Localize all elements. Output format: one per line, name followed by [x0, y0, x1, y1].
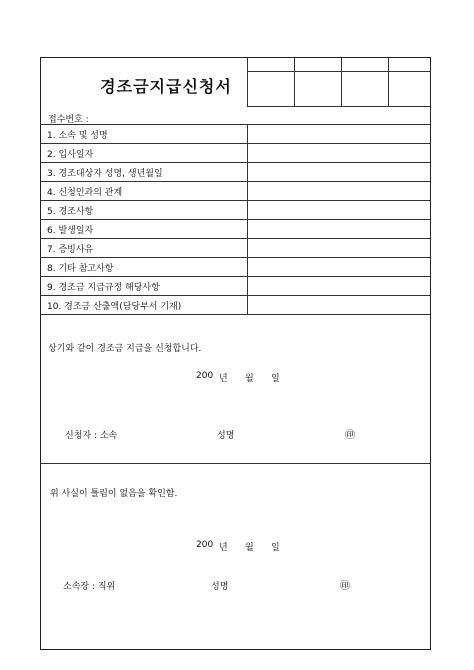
department-head-position-label: 소속장 : 직위 — [63, 582, 116, 592]
confirmation-month-unit: 월 — [245, 543, 254, 553]
item-label: 2. 입사일자 — [47, 150, 94, 160]
item-label: 6. 발생일자 — [47, 226, 94, 236]
item-value-field[interactable] — [249, 277, 429, 295]
confirmation-year-unit: 년 — [219, 543, 228, 553]
applicant-name-label: 성명 — [217, 431, 235, 441]
item-value-field[interactable] — [249, 258, 429, 276]
applicant-affiliation-label: 신청자 : 소속 — [65, 431, 118, 441]
approval-cell-1[interactable] — [248, 72, 294, 106]
receipt-number-label: 접수번호 : — [48, 115, 89, 125]
item-value-field[interactable] — [249, 201, 429, 219]
confirmation-date-year[interactable]: 200 — [196, 540, 214, 550]
approval-cell-2[interactable] — [295, 72, 341, 106]
application-form — [40, 57, 431, 650]
approval-cell-4[interactable] — [389, 72, 431, 106]
item-value-field[interactable] — [249, 182, 429, 200]
application-year-unit: 년 — [219, 374, 228, 384]
application-month-unit: 월 — [245, 374, 254, 384]
confirmation-day-unit: 일 — [271, 543, 280, 553]
applicant-seal-icon: ㊞ — [345, 430, 355, 441]
item-label: 7. 증빙사유 — [47, 245, 94, 255]
department-head-name-label: 성명 — [211, 582, 229, 592]
item-value-field[interactable] — [249, 239, 429, 257]
item-label: 8. 기타 참고사항 — [47, 264, 114, 274]
item-label: 10. 경조금 산출액(담당부서 기재) — [47, 302, 182, 312]
confirmation-statement: 위 사실이 틀림이 없음을 확인함. — [50, 489, 178, 499]
item-label: 3. 경조대상자 성명, 생년월일 — [47, 169, 163, 179]
item-value-field[interactable] — [249, 163, 429, 181]
application-statement: 상기와 같이 경조금 지급을 신청합니다. — [48, 344, 202, 354]
item-label: 4. 신청인과의 관계 — [47, 188, 123, 198]
item-value-field[interactable] — [249, 220, 429, 238]
item-value-field[interactable] — [249, 296, 429, 314]
application-day-unit: 일 — [271, 374, 280, 384]
department-head-seal-icon: ㊞ — [340, 581, 350, 592]
application-date-year[interactable]: 200 — [196, 371, 214, 381]
form-title: 경조금지급신청서 — [100, 77, 232, 96]
item-value-field[interactable] — [249, 125, 429, 143]
item-label: 9. 경조금 지급규정 해당사항 — [47, 283, 160, 293]
item-label: 5. 경조사항 — [47, 207, 94, 217]
approval-cell-3[interactable] — [342, 72, 388, 106]
item-value-field[interactable] — [249, 144, 429, 162]
item-label: 1. 소속 및 성명 — [47, 131, 108, 141]
